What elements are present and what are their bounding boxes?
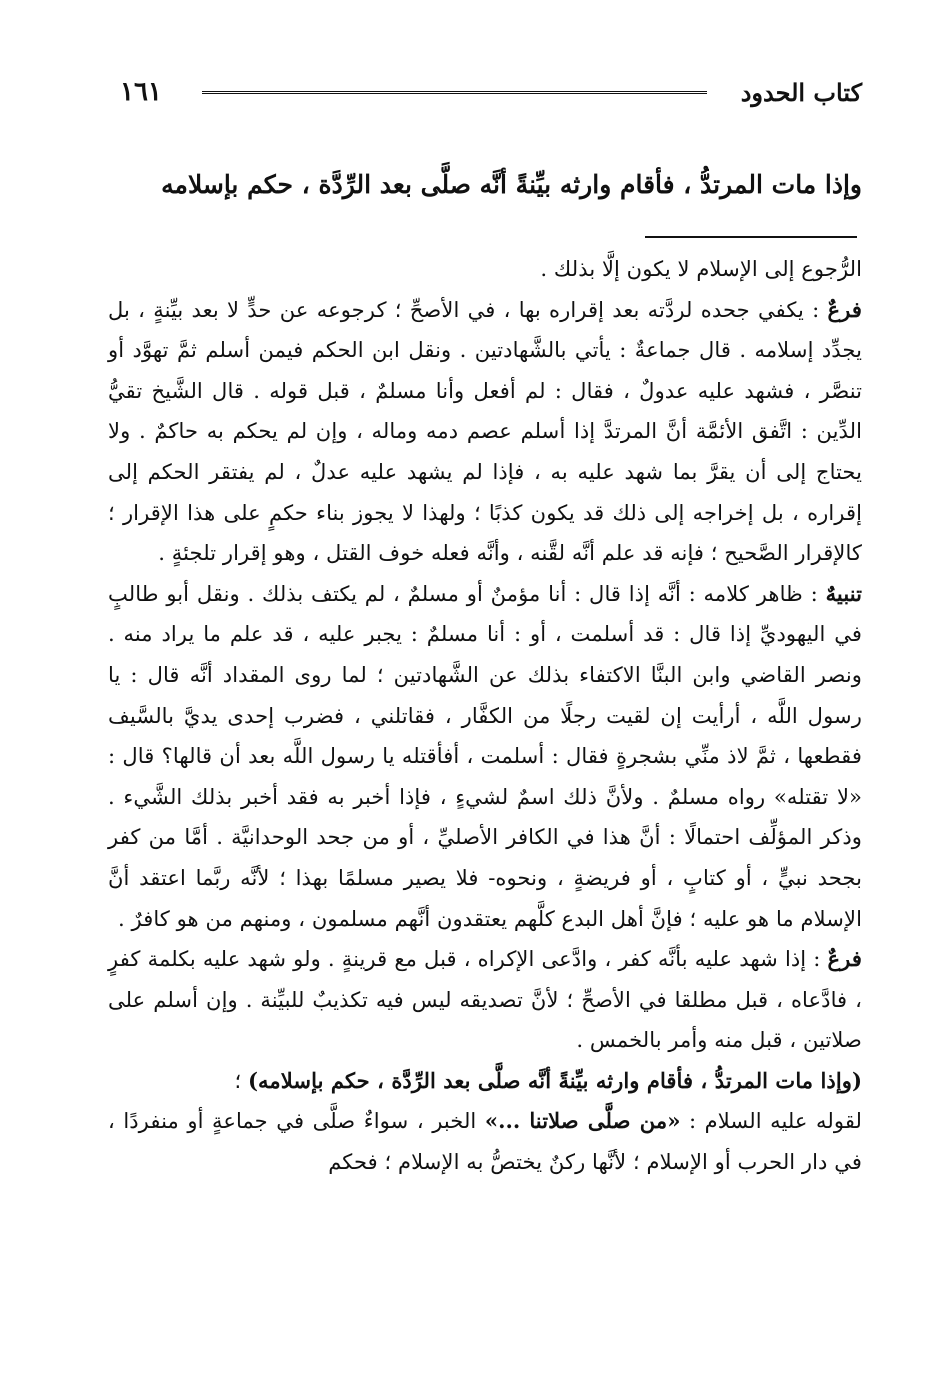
paragraph-tanbih: تنبيهٌ : ظاهر كلامه : أنَّه إذا قال : أنا مؤمنٌ أو مسلمٌ ، لم يكتف بذلك . ونقل أبو طالبٍ في اليهوديِّ إذا قال : قد أسلمت ، أو : أنا مسلمٌ : يجبر عليه ، قد علم ما يراد منه . ونصر القاضي وابن البنَّا الاكتفاء بذلك عن الشَّهادتين ؛ لما روى المقداد أنَّه قال : يا رسول اللَّه ، أرأيت إن لقيت رجلًا من الكفَّار ، فقاتلني ، فضرب إحدى يديَّ بالسَّيف فقطعها ، ثمَّ لاذ منِّي بشجرةٍ فقال : أسلمت ، أفأقتله يا رسول اللَّه بعد أن قالها؟ قال : «لا تقتله» رواه مسلمٌ . ولأنَّ ذلك اسمٌ لشيءٍ ، فإذا أخبر به فقد أخبر بذلك الشَّيء . وذكر المؤلِّف احتمالًا : أنَّ هذا في الكافر الأصليِّ ، أو من جحد الوحدانيَّة . أمَّا من كفر بجحد نبيٍّ ، أو كتابٍ ، أو فريضةٍ ، ونحوه- فلا يصير مسلمًا بهذا ؛ لأنَّه ربَّما اعتقد أنَّ الإسلام ما هو عليه ؛ فإنَّ أهل البدع كلَّهم يعتقدون أنَّهم مسلمون ، ومنهم من هو كافرٌ . [108,580,862,931]
matn-text: وإذا مات المرتدُّ ، فأقام وارثه بيِّنةً أنَّه صلَّى بعد الرِّدَّة ، حكم بإسلامه [161,170,862,199]
book-title: كتاب الحدود [740,77,862,107]
matn-quote: (وإذا مات المرتدُّ ، فأقام وارثه بيِّنةً أنَّه صلَّى بعد الرِّدَّة ، حكم بإسلامه) [247,1067,862,1093]
paragraph-hadith: لقوله عليه السلام : «من صلَّى صلاتنا ...» الخبر ، سواءٌ صلَّى في جماعةٍ أو منفردًا ، في دار الحرب أو الإسلام ؛ لأنَّها ركنٌ يختصُّ به الإسلام ؛ فحكم [108,1108,862,1175]
header-rule [202,91,707,94]
section-label: فرعٌ [827,296,862,322]
commentary-body [108,249,862,1183]
matn-separator [645,236,857,238]
hadith-quote: «من صلَّى صلاتنا ...» [484,1108,681,1134]
paragraph-far-2: فرعٌ : إذا شهد عليه بأنَّه كفر ، وادَّعى الإكراه ، قبل مع قرينةٍ . ولو شهد عليه بكلمة كفرٍ ، فادَّعاه ، قبل مطلقا في الأصحِّ ؛ لأنَّ تصديقه ليس فيه تكذيبٌ للبيِّنة . وإن أسلم على صلاتين ، قبل منه وأمر بالخمس . [108,946,862,1053]
running-header [120,72,862,112]
section-label: تنبيهٌ [825,580,862,606]
paragraph-0: الرُّجوع إلى الإسلام لا يكون إلَّا بذلك . [540,256,862,281]
section-label: فرعٌ [827,946,862,972]
page-number: ١٦١ [120,77,162,107]
paragraph-far-1: فرعٌ : يكفي جحده لردَّته بعد إقراره بها ، في الأصحِّ ؛ كرجوعه عن حدٍّ لا بعد بيِّنةٍ ، بل يجدِّد إسلامه . قال جماعةٌ : يأتي بالشَّهادتين . ونقل ابن الحكم فيمن أسلم ثمَّ تهوَّد أو تنصَّر ، فشهد عليه عدولٌ ، فقال : لم أفعل وأنا مسلمٌ ، قبل قوله . قال الشَّيخ تقيُّ الدِّين : اتَّفق الأئمَّة أنَّ المرتدَّ إذا أسلم عصم دمه وماله ، وإن لم يحكم به حاكمٌ . ولا يحتاج إلى أن يقرَّ بما شهد عليه به ، فإذا لم يشهد عليه عدلٌ ، لم يفتقر الحكم إلى إقراره ، بل إخراجه إلى ذلك قد يكون كذبًا ؛ ولهذا لا يجوز بناء حكمٍ على هذا الإقرار ؛ كالإقرار الصَّحيح ؛ فإنه قد علم أنَّه لقَّنه ، وأنَّه فعله خوف القتل ، وهو إقرار تلجئةٍ . [108,296,862,566]
paragraph-matn-quote: (وإذا مات المرتدُّ ، فأقام وارثه بيِّنةً أنَّه صلَّى بعد الرِّدَّة ، حكم بإسلامه) ؛ [234,1067,862,1093]
